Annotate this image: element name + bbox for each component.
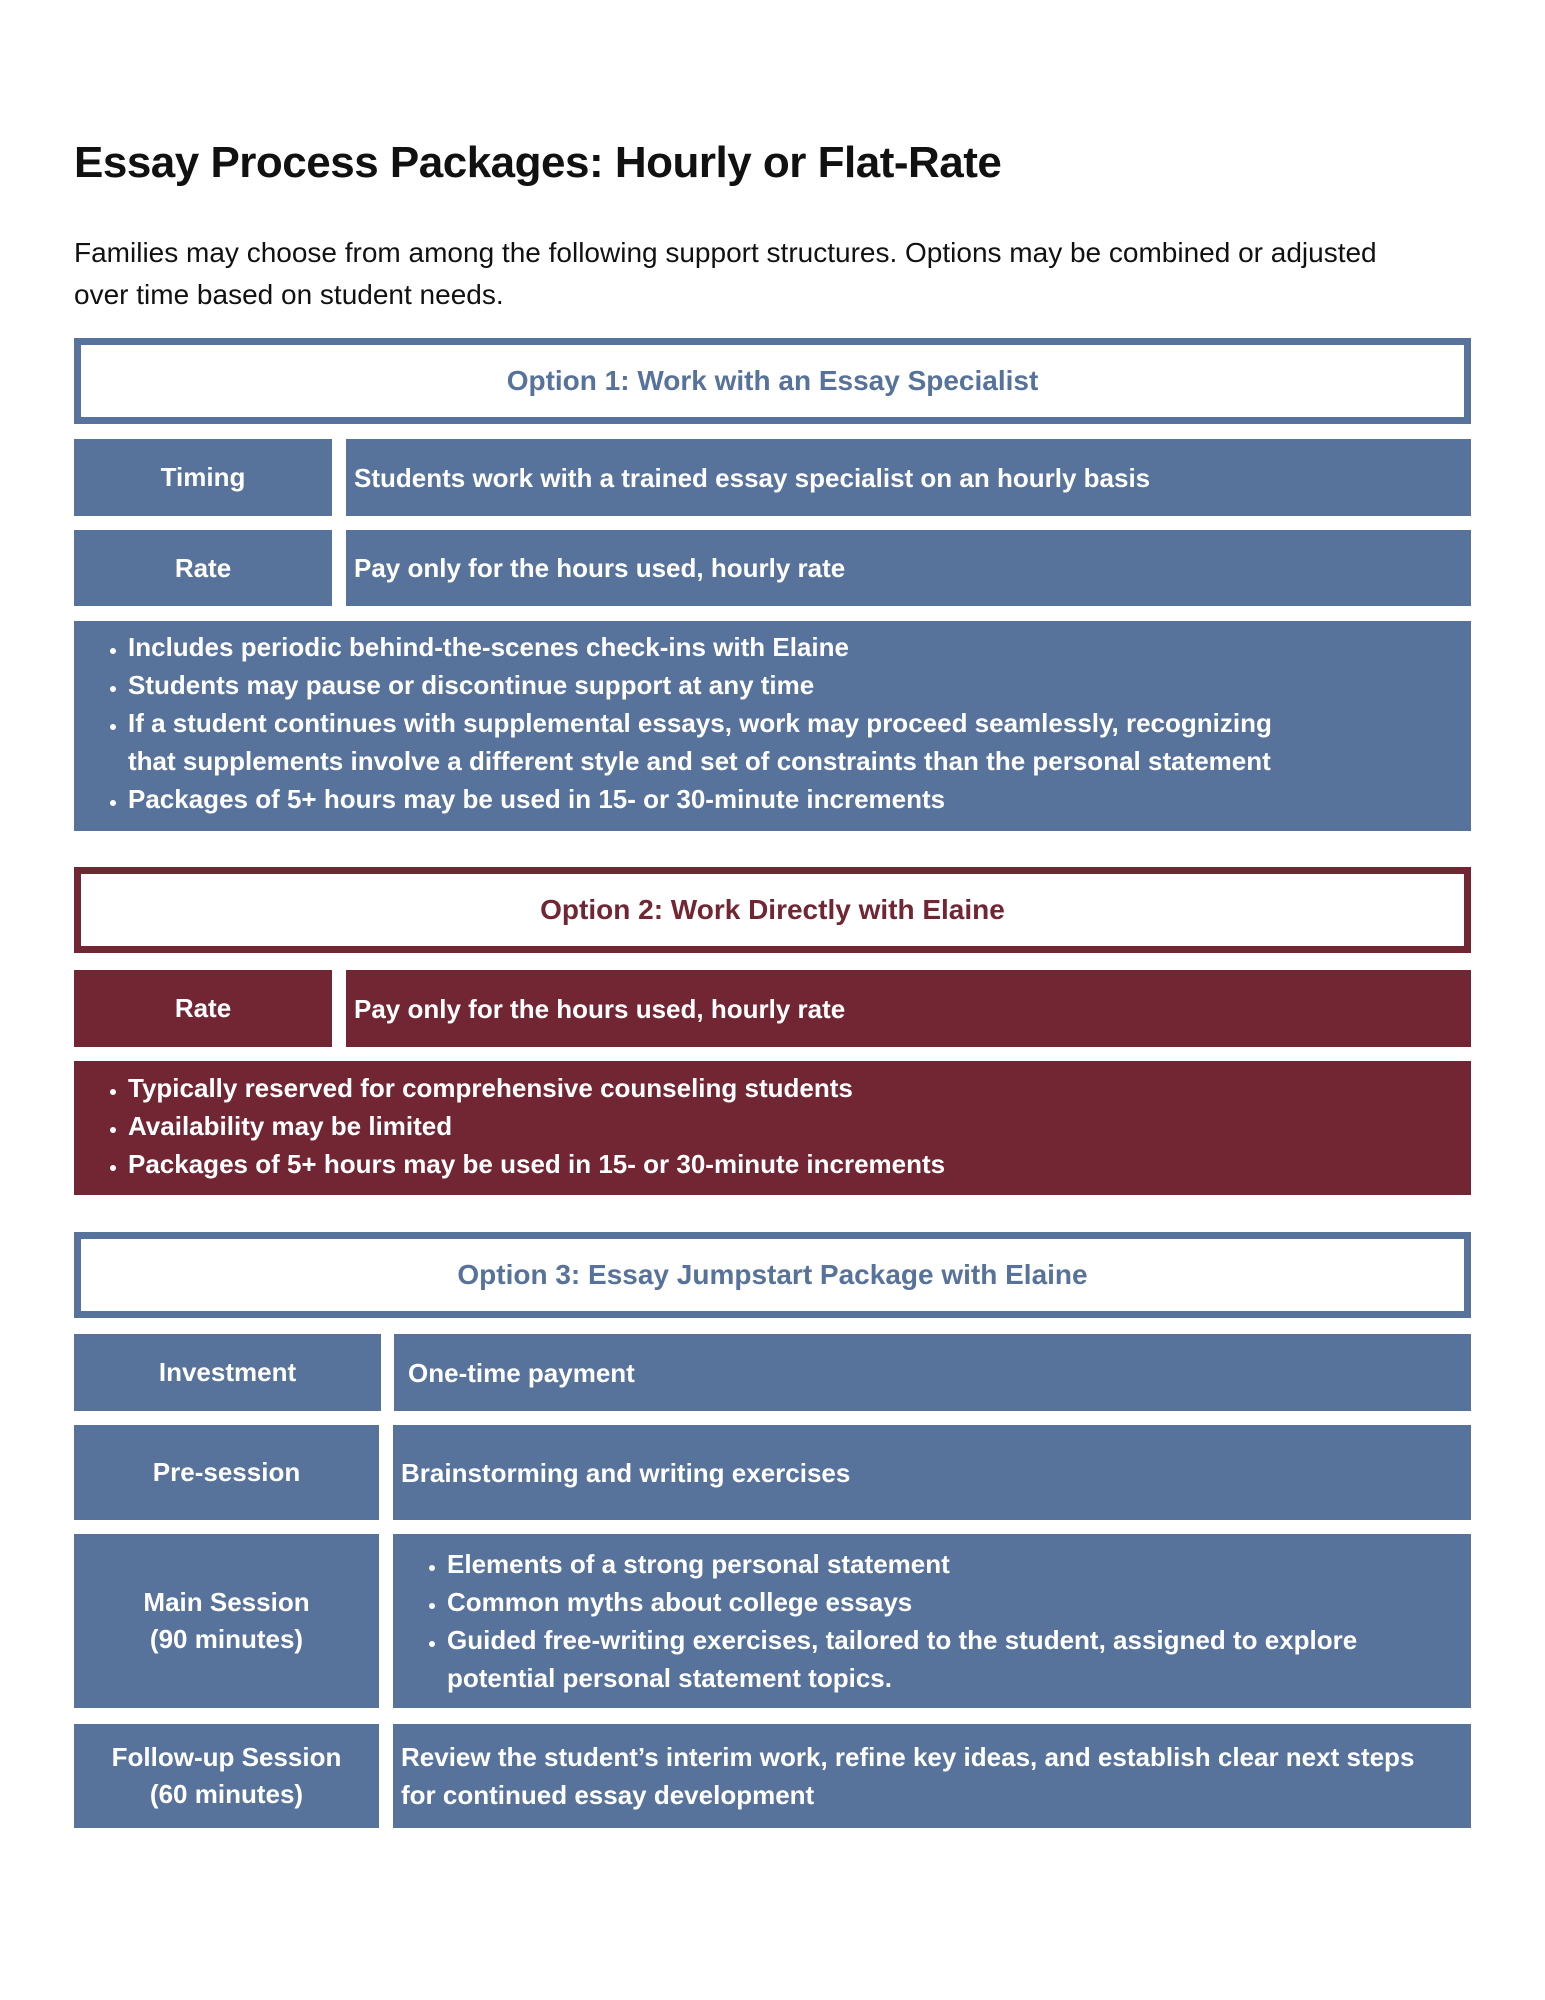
option3-row-main-session xyxy=(74,1534,1471,1708)
intro-paragraph: Families may choose from among the following support structures. Options may be combined or adjusted over time based on student needs. xyxy=(74,237,1377,310)
list-item: • Includes periodic behind-the-scenes check-ins with Elaine xyxy=(128,628,1471,666)
row-label: Timing xyxy=(74,439,332,516)
list-item: • Packages of 5+ hours may be used in 15- or 30-minute increments xyxy=(128,1145,1471,1183)
list-item: • Typically reserved for comprehensive counseling students xyxy=(128,1069,1471,1107)
option1-row-timing xyxy=(74,439,1471,516)
option3-row-investment xyxy=(74,1334,1471,1411)
option2-row-rate xyxy=(74,970,1471,1047)
list-item: • Guided free-writing exercises, tailored to the student, assigned to explore potential personal statement topics. xyxy=(447,1621,1371,1697)
row-label: Investment xyxy=(74,1334,381,1411)
option3-title: Option 3: Essay Jumpstart Package with Elaine xyxy=(457,1259,1088,1290)
row-value: One-time payment xyxy=(394,1334,1471,1411)
option3-row-presession xyxy=(74,1425,1471,1520)
option3-header xyxy=(74,1232,1471,1318)
option2-title: Option 2: Work Directly with Elaine xyxy=(540,894,1005,925)
option1-header xyxy=(74,338,1471,424)
page-title: Essay Process Packages: Hourly or Flat-Rate xyxy=(74,138,1002,187)
row-value: Pay only for the hours used, hourly rate xyxy=(346,530,1471,606)
option1-row-rate xyxy=(74,530,1471,606)
row-label-line: (60 minutes) xyxy=(149,1779,304,1809)
list-item: • Availability may be limited xyxy=(128,1107,1471,1145)
row-label: Pre-session xyxy=(74,1425,379,1520)
list-item: • If a student continues with supplemental essays, work may proceed seamlessly, recognizing that supplements involve a different style and set of constraints than the personal statement xyxy=(128,704,1471,780)
row-value: Pay only for the hours used, hourly rate xyxy=(346,970,1471,1047)
row-label-line: Follow-up Session xyxy=(111,1742,342,1772)
option2-details xyxy=(74,1061,1471,1195)
row-value: Review the student’s interim work, refine key ideas, and establish clear next steps for continued essay development xyxy=(393,1724,1471,1828)
option2-bullet-list xyxy=(74,1069,1471,1183)
list-item: • Common myths about college essays xyxy=(447,1583,1371,1621)
row-label-line: (90 minutes) xyxy=(149,1624,304,1654)
option3-row-followup-session xyxy=(74,1724,1471,1828)
option2-header xyxy=(74,867,1471,953)
option1-bullet-list xyxy=(74,628,1471,818)
row-value: Brainstorming and writing exercises xyxy=(393,1425,1471,1520)
list-item: • Students may pause or discontinue support at any time xyxy=(128,666,1471,704)
main-session-bullet-list xyxy=(393,1545,1471,1697)
row-value: Students work with a trained essay specialist on an hourly basis xyxy=(346,439,1471,516)
option1-details xyxy=(74,621,1471,831)
row-label xyxy=(74,1724,379,1828)
row-label: Rate xyxy=(74,970,332,1047)
row-value xyxy=(393,1534,1471,1708)
row-label: Rate xyxy=(74,530,332,606)
list-item: • Packages of 5+ hours may be used in 15- or 30-minute increments xyxy=(128,780,1471,818)
list-item: • Elements of a strong personal statement xyxy=(447,1545,1371,1583)
row-label xyxy=(74,1534,379,1708)
row-label-line: Main Session xyxy=(143,1587,310,1617)
option1-title: Option 1: Work with an Essay Specialist xyxy=(506,365,1039,396)
